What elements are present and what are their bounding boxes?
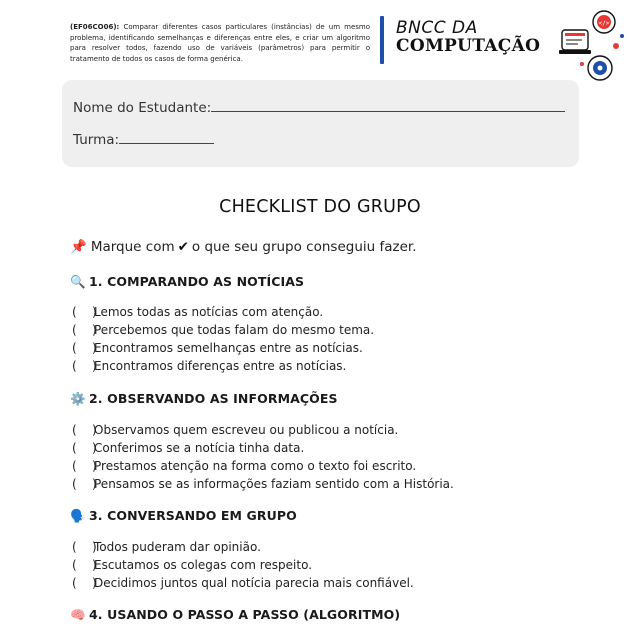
checklist-item-text: Percebemos que todas falam do mesmo tema. [94, 323, 375, 337]
checkbox[interactable]: ( ) [72, 323, 97, 337]
page-title: CHECKLIST DO GRUPO [219, 197, 421, 217]
class-field[interactable] [119, 131, 214, 144]
checklist-item-text: Prestamos atenção na forma como o texto foi escrito. [94, 459, 417, 473]
section-2-title: 2. OBSERVANDO AS INFORMAÇÕES [89, 391, 338, 406]
section-1-title: 1. COMPARANDO AS NOTÍCIAS [89, 274, 305, 289]
checkmark-icon: ✔ [177, 239, 189, 255]
gear-icon: ⚙️ [70, 391, 86, 406]
checkbox[interactable]: ( ) [72, 423, 97, 437]
checklist-item-text: Conferimos se a notícia tinha data. [94, 441, 305, 455]
checklist-item[interactable] [72, 359, 346, 373]
skill-description [70, 22, 370, 64]
checklist-item-text: Decidimos juntos qual notícia parecia mais confiável. [94, 576, 414, 590]
instruction-text-before: Marque com [90, 239, 175, 255]
checkbox[interactable]: ( ) [72, 441, 97, 455]
svg-text:</>: </> [598, 20, 610, 27]
section-4-title: 4. USANDO O PASSO A PASSO (ALGORITMO) [89, 607, 401, 622]
header-divider [380, 16, 384, 64]
checklist-item[interactable] [72, 441, 304, 455]
section-heading-2 [70, 391, 338, 407]
checkbox[interactable]: ( ) [72, 558, 97, 572]
skill-code: (EF06CO06): [70, 23, 120, 31]
computing-illustration-icon [556, 6, 640, 82]
checklist-item-text: Encontramos semelhanças entre as notícias. [94, 341, 363, 355]
checklist-item-text: Lemos todas as notícias com atenção. [94, 305, 324, 319]
speaking-head-icon: 🗣️ [70, 508, 86, 523]
checklist-item-text: Observamos quem escreveu ou publicou a notícia. [94, 423, 399, 437]
checklist-item[interactable] [72, 459, 416, 473]
checklist-item[interactable] [72, 477, 454, 491]
section-3-title: 3. CONVERSANDO EM GRUPO [89, 508, 297, 523]
checklist-item[interactable] [72, 576, 414, 590]
section-heading-3 [70, 508, 297, 524]
checklist-item[interactable] [72, 423, 398, 437]
section-heading-1 [70, 274, 304, 290]
brand-title-top: BNCC DA [396, 18, 478, 38]
section-heading-4 [70, 607, 400, 623]
checklist-item[interactable] [72, 558, 312, 572]
page-header [0, 0, 640, 80]
student-name-row [73, 99, 565, 116]
brain-icon: 🧠 [70, 607, 86, 622]
checklist-item[interactable] [72, 341, 363, 355]
checklist-item-text: Encontramos diferenças entre as notícias. [94, 359, 347, 373]
instruction-line [70, 239, 417, 255]
student-info-card [62, 80, 579, 167]
checkbox[interactable]: ( ) [72, 540, 97, 554]
magnifier-icon: 🔍 [70, 274, 86, 289]
checklist-item-text: Escutamos os colegas com respeito. [94, 558, 313, 572]
checkbox[interactable]: ( ) [72, 477, 97, 491]
student-name-label: Nome do Estudante: [73, 100, 212, 116]
checklist-item[interactable] [72, 323, 374, 337]
checklist-item[interactable] [72, 540, 261, 554]
class-label: Turma: [73, 132, 120, 148]
instruction-text-after: o que seu grupo conseguiu fazer. [191, 239, 417, 255]
class-row [73, 131, 214, 148]
checkbox[interactable]: ( ) [72, 576, 97, 590]
checklist-item-text: Pensamos se as informações faziam sentido com a História. [94, 477, 454, 491]
brand-title-bottom: COMPUTAÇÃO [396, 36, 541, 56]
checkbox[interactable]: ( ) [72, 459, 97, 473]
checkbox[interactable]: ( ) [72, 341, 97, 355]
checkbox[interactable]: ( ) [72, 359, 97, 373]
pushpin-icon: 📌 [70, 239, 87, 255]
skill-text: Comparar diferentes casos particulares (instâncias) de um mesmo problema, identificando semelhanças e diferenças entre eles, e criar um algoritmo para resolver todos, fazendo uso de variáveis (parâmetros) para permitir o tratamento de todos os casos de forma genérica. [70, 23, 371, 63]
student-name-field[interactable] [211, 99, 565, 112]
checklist-item-text: Todos puderam dar opinião. [94, 540, 261, 554]
checklist-item[interactable] [72, 305, 323, 319]
checkbox[interactable]: ( ) [72, 305, 97, 319]
